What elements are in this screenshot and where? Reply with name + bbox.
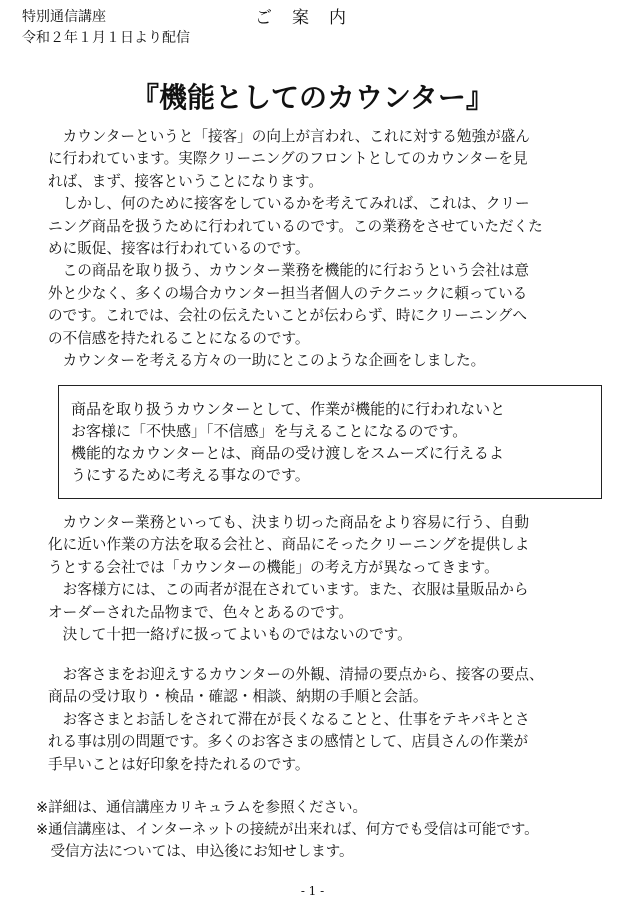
intro-line: のです。これでは、会社の伝えたいことが伝わらず、時にクリーニングへ xyxy=(48,307,527,325)
intro-line: カウンターというと「接客」の向上が言われ、これに対する勉強が盛ん xyxy=(48,128,530,145)
body-line: カウンター業務といっても、決まり切った商品をより容易に行う、自動 xyxy=(48,514,530,531)
course-label: 特別通信講座 xyxy=(22,9,106,25)
intro-line: しかし、何のために接客をしているかを考えてみれば、これは、クリー xyxy=(48,195,530,213)
highlight-line: 商品を取り扱うカウンターとして、作業が機能的に行われないと xyxy=(71,400,506,418)
document-title: 『機能としてのカウンター』 xyxy=(131,81,494,114)
detail-line: れる事は別の問題です。多くのお客さまの感情として、店員さんの作業が xyxy=(48,733,529,751)
notes-section xyxy=(36,797,539,863)
body-line: お客様方には、この両者が混在されています。また、衣服は量販品から xyxy=(48,581,529,599)
intro-line: れば、まず、接客ということになります。 xyxy=(48,172,323,190)
intro-paragraph xyxy=(48,126,608,372)
detail-line: 手早いことは好印象を持たれるのです。 xyxy=(48,755,310,773)
highlight-line: 機能的なカウンターとは、商品の受け渡しをスムーズに行えるよ xyxy=(71,444,504,462)
intro-line: の不信感を持たれることになるのです。 xyxy=(48,329,310,347)
detail-line: お客さまとお話しをされて滞在が長くなることと、仕事をテキパキとさ xyxy=(48,710,530,728)
body-line: うとする会社では「カウンターの機能」の考え方が異なってきます。 xyxy=(48,558,499,576)
intro-line: ニング商品を扱うために行われているのです。この業務をさせていただくた xyxy=(48,217,543,235)
page-number: - 1 - xyxy=(300,884,325,898)
note-line: 受信方法については、申込後にお知せします。 xyxy=(36,844,354,860)
notice-heading: ご案内 xyxy=(255,8,366,28)
highlight-line: お客様に「不快感」「不信感」を与えることになるのです。 xyxy=(71,422,468,440)
start-date: 令和２年１月１日より配信 xyxy=(22,30,190,46)
detail-line: 商品の受け取り・検品・確認・相談、納期の手順と会話。 xyxy=(48,688,428,706)
intro-line: に行われています。実際クリーニングのフロントとしてのカウンターを見 xyxy=(48,150,528,168)
intro-line: めに販促、接客は行われているのです。 xyxy=(48,239,310,257)
note-line: ※詳細は、通信講座カリキュラムを参照ください。 xyxy=(36,800,368,816)
intro-line: カウンターを考える方々の一助にとこのような企画をしました。 xyxy=(48,351,486,369)
detail-line: お客さまをお迎えするカウンターの外観、清掃の要点から、接客の要点、 xyxy=(48,666,544,683)
body-line: 化に近い作業の方法を取る会社と、商品にそったクリーニングを提供しよ xyxy=(48,536,530,554)
highlight-box xyxy=(58,385,602,499)
highlight-text xyxy=(71,398,505,486)
body-line: 決して十把一絡げに扱ってよいものではないのです。 xyxy=(48,625,412,643)
body-line: オーダーされた品物まで、色々とあるのです。 xyxy=(48,603,354,621)
intro-line: この商品を取り扱う、カウンター業務を機能的に行おうという会社は意 xyxy=(48,262,530,280)
body-paragraph xyxy=(48,512,608,646)
highlight-line: うにするために考える事なのです。 xyxy=(71,466,310,484)
intro-line: 外と少なく、多くの場合カウンター担当者個人のテクニックに頼っている xyxy=(48,284,528,302)
detail-paragraph xyxy=(48,664,608,776)
note-line: ※通信講座は、インターネットの接続が出来れば、何方でも受信は可能です。 xyxy=(36,822,539,838)
